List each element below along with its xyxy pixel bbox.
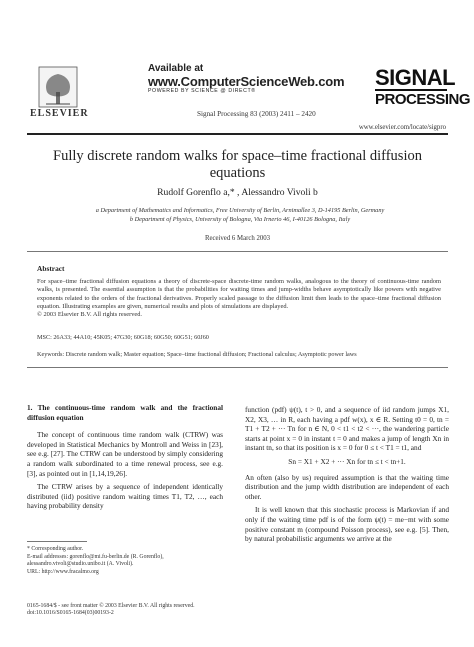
homepage-url[interactable]: URL: http://www.fracalmo.org [27, 568, 99, 575]
abstract-top-rule [27, 251, 448, 252]
signal-processing-logo-icon [375, 65, 471, 108]
right-column [245, 405, 449, 548]
paragraph: The CTRW arises by a sequence of independent identically distributed (iid) positive random waiting times T1, T2, …, each having probability density [27, 482, 223, 511]
abstract-heading: Abstract [37, 264, 65, 273]
elsevier-tree-logo-icon [38, 66, 78, 112]
email-line[interactable]: alessandro.vivoli@studio.unibo.it (A. Vivoli). [27, 561, 134, 568]
publisher-name: ELSEVIER [30, 108, 89, 119]
abstract-bottom-rule [27, 367, 448, 368]
keywords: Keywords: Discrete random walk; Master equation; Space–time fractional diffusion; Fractional calculus; Asymptotic power laws [37, 351, 357, 358]
availability-banner [148, 64, 344, 95]
paragraph: The concept of continuous time random walk (CTRW) was developed in Statistical Mechanics by Montroll and Weiss in [23], see e.g. [27]. The CTRW can be understood by simply considering a random walk subordinated to a time renewal process, see e.g. [3], as pointed out in [1,14,19,26]. [27, 430, 223, 478]
powered-by-label: POWERED BY SCIENCE @ DIRECT® [148, 88, 256, 95]
msc-codes: MSC: 26A33; 44A10; 45K05; 47G30; 60G18; 60G50; 60G51; 60J60 [37, 334, 209, 341]
footnote [27, 546, 223, 576]
affiliations [40, 206, 440, 224]
journal-logo-line1: SIGNAL [375, 65, 456, 90]
equation: Sn = X1 + X2 + ··· Xn for tn ≤ t < tn+1. [288, 456, 406, 466]
journal-logo-line2: PROCESSING [375, 90, 471, 108]
abstract-text: For space–time fractional diffusion equations a theory of discrete-space discrete-time random walks, analogous to the theory of continuous-time random walks, is presented. The essential assumption is that the probabilities for waiting times and jump-widths behave asymptotically like powers with negative exponents related to the orders of the fractional derivatives. Properly scaled passage to the diffusion limit then leads to the space–time fractional diffusion equation. Illustrating examples are given, numerical results and plots of simulations are displayed. [37, 278, 441, 310]
doi-line[interactable]: doi:10.1016/S0165-1684(03)00193-2 [27, 610, 114, 617]
paragraph: It is well known that this stochastic process is Markovian if and only if the waiting time pdf is of the form ψ(t) = me−mt with some positive constant m (compound Poisson process), see e.g. [5]. Then, by natural probabilistic arguments we arrive at the [245, 505, 449, 544]
received-date: Received 6 March 2003 [204, 235, 271, 242]
section-heading: 1. The continuous-time random walk and the fractional diffusion equation [27, 403, 223, 422]
footnote-rule [27, 541, 87, 542]
header-divider [27, 133, 448, 135]
csw-url[interactable]: www.ComputerScienceWeb.com [148, 73, 345, 89]
affiliation-a: a Department of Mathematics and Informatics, Free University of Berlin, Arnimallee 3, D-14195 Berlin, Germany [95, 207, 385, 214]
journal-reference: Signal Processing 83 (2003) 2411 – 2420 [197, 110, 316, 118]
available-at-label: Available at [148, 63, 204, 74]
author-list: Rudolf Gorenflo a,* , Alessandro Vivoli b [157, 187, 318, 198]
corresponding-author-note: * Corresponding author. [27, 546, 84, 552]
affiliation-b: b Department of Physics, University of Bologna, Via Irnerio 46, I-40126 Bologna, Italy [129, 216, 351, 223]
paragraph: An often (also by us) required assumption is that the waiting time distribution and the jump width distribution are independent of each other. [245, 472, 449, 501]
front-matter-line: 0165-1684/$ - see front matter © 2003 Elsevier B.V. All rights reserved. [27, 603, 195, 609]
email-line[interactable]: E-mail addresses: gorenflo@mi.fu-berlin.de (R. Gorenflo), [27, 553, 164, 560]
paper-title: Fully discrete random walks for space–time fractional diffusion equations [53, 148, 422, 181]
left-column [27, 403, 223, 515]
page-footer [27, 603, 195, 618]
abstract-body [37, 278, 441, 319]
journal-site-url[interactable]: www.elsevier.com/locate/sigpro [358, 124, 446, 131]
paragraph: function (pdf) ψ(t), t > 0, and a sequence of iid random jumps X1, X2, X3, … in R, each having a pdf w(x), x ∈ R. Setting t0 = 0, tn = T1 + T2 + ··· Tn for n ∈ N, 0 < t1 < t2 < ···, the wandering particle starts at point x = 0 in instant t = 0 and makes a jump of length Xn in instant tn, so that its position is x = 0 for 0 ≤ t < T1 = t1, and [245, 405, 449, 453]
abstract-copyright: © 2003 Elsevier B.V. All rights reserved. [37, 311, 143, 319]
